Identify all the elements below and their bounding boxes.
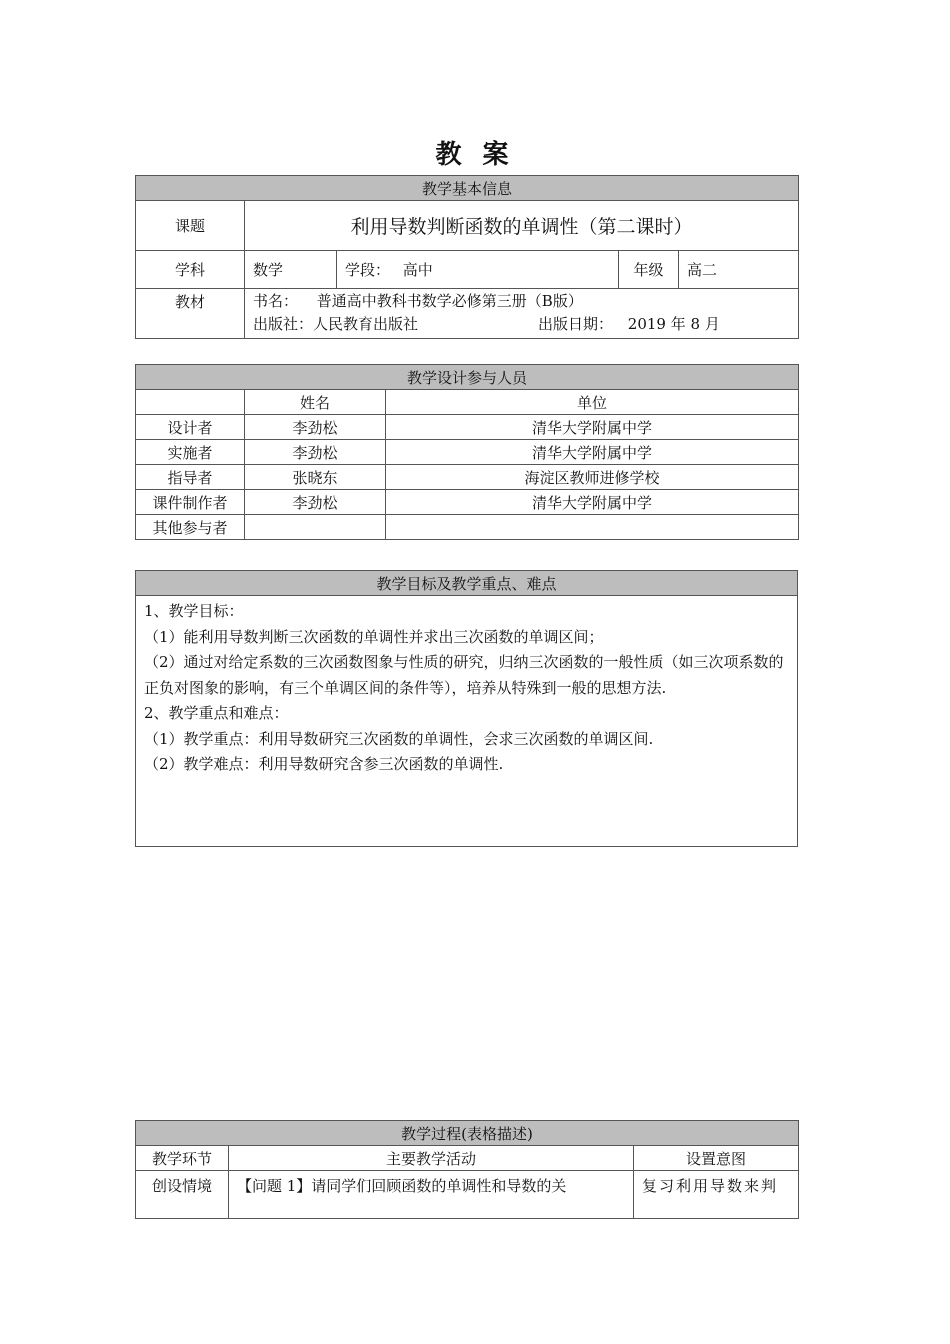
basic-info-header: 教学基本信息 [136,176,799,201]
stage-cell: 创设情境 [136,1171,229,1219]
name-cell: 李劲松 [245,415,386,440]
book-name-label: 书名： [253,292,299,310]
unit-cell: 清华大学附属中学 [386,440,799,465]
name-cell: 李劲松 [245,440,386,465]
role-cell: 课件制作者 [136,490,245,515]
grade-label: 年级 [619,251,679,289]
grade-value: 高二 [679,251,799,289]
stage-cell [337,251,619,289]
goal-line: （1）教学重点：利用导数研究三次函数的单调性，会求三次函数的单调区间. [144,729,654,748]
name-cell [245,515,386,540]
column-header-intent: 设置意图 [634,1146,799,1171]
textbook-label: 教材 [136,289,245,339]
role-cell: 设计者 [136,415,245,440]
column-header-name: 姓名 [245,390,386,415]
topic-label: 课题 [136,201,245,251]
table-row [136,1171,799,1219]
table-row [136,490,799,515]
publisher-value: 人民教育出版社 [313,315,419,333]
page-title: 教 案 [435,140,515,170]
goal-line: 1、教学目标： [144,602,244,620]
activity-cell: 【问题 1】请同学们回顾函数的单调性和导数的关 [229,1171,634,1219]
textbook-info [245,289,799,339]
stage-label: 学段： [345,261,391,279]
goals-header: 教学目标及教学重点、难点 [136,571,798,596]
role-cell: 实施者 [136,440,245,465]
unit-cell [386,515,799,540]
goal-line: （2）教学难点：利用导数研究含参三次函数的单调性. [144,755,504,773]
goal-line: （2）通过对给定系数的三次函数图象与性质的研究，归纳三次函数的一般性质（如三次项系数的正负对图象的影响，有三个单调区间的条件等），培养从特殊到一般的思想方法. [144,653,784,697]
publisher-label: 出版社： [253,315,314,333]
goals-table [135,570,798,847]
column-header-activity: 主要教学活动 [229,1146,634,1171]
topic-value: 利用导数判断函数的单调性（第二课时） [245,201,799,251]
table-row [136,440,799,465]
table-row [136,465,799,490]
goal-line: 2、教学重点和难点： [144,704,289,722]
pub-date-label: 出版日期： [538,315,614,333]
participants-table [135,364,799,540]
stage-value: 高中 [402,261,433,279]
table-row [136,415,799,440]
pub-date-value: 2019 年 8 月 [627,315,720,333]
column-header-stage: 教学环节 [136,1146,229,1171]
process-table [135,1120,799,1219]
unit-cell: 清华大学附属中学 [386,415,799,440]
unit-cell: 清华大学附属中学 [386,490,799,515]
goal-line: （1）能利用导数判断三次函数的单调性并求出三次函数的单调区间； [144,627,604,646]
participants-header: 教学设计参与人员 [136,365,799,390]
role-cell: 其他参与者 [136,515,245,540]
intent-cell: 复习利用导数来判 [634,1171,799,1219]
subject-label: 学科 [136,251,245,289]
table-row [136,515,799,540]
process-header: 教学过程(表格描述) [136,1121,799,1146]
subject-value: 数学 [245,251,337,289]
column-header-role [136,390,245,415]
name-cell: 张晓东 [245,465,386,490]
unit-cell: 海淀区教师进修学校 [386,465,799,490]
goals-body [136,596,798,847]
role-cell: 指导者 [136,465,245,490]
name-cell: 李劲松 [245,490,386,515]
column-header-unit: 单位 [386,390,799,415]
book-name-value: 普通高中教科书数学必修第三册（B版） [316,292,583,310]
basic-info-table [135,175,799,339]
